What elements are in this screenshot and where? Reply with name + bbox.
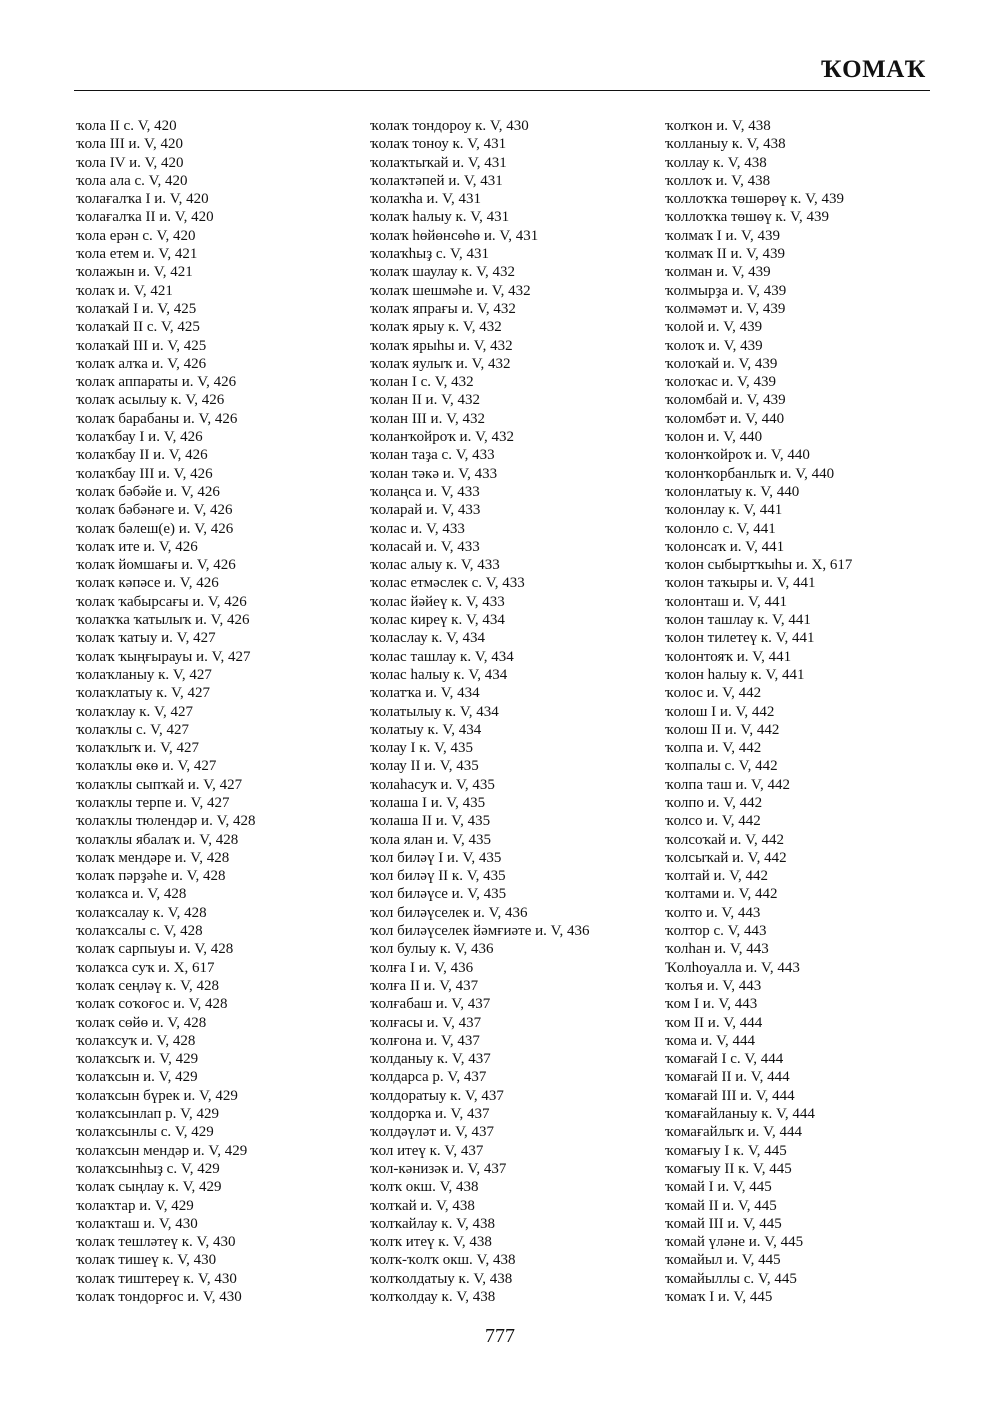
dictionary-entry: ҡолаҡ һөйөнсөһө и. V, 431 xyxy=(370,227,539,244)
dictionary-entry: ҡолмәмәт и. V, 439 xyxy=(665,300,786,317)
dictionary-entry: ҡолонҡойроҡ и. V, 440 xyxy=(665,447,810,464)
dictionary-entry: ҡолҡайлау к. V, 438 xyxy=(370,1215,495,1232)
dictionary-entry: ҡолаҡ мендәре и. V, 428 xyxy=(76,849,230,866)
dictionary-entry: ҡолан тәкә и. V, 433 xyxy=(370,465,498,482)
dictionary-entry: ҡолос и. V, 442 xyxy=(665,685,762,702)
dictionary-entry: ҡолаҡлы өкө и. V, 427 xyxy=(76,758,217,775)
dictionary-entry: ҡома и. V, 444 xyxy=(665,1032,756,1049)
dictionary-entry: ҡола IV и. V, 420 xyxy=(76,154,184,171)
dictionary-entry: ҡол биләүселек и. V, 436 xyxy=(370,904,528,921)
dictionary-entry: ҡол биләү II к. V, 435 xyxy=(370,868,506,885)
dictionary-entry: ҡолағалҡа II и. V, 420 xyxy=(76,209,214,226)
dictionary-entry: ҡолдорҡа и. V, 437 xyxy=(370,1106,490,1123)
dictionary-entry: ҡолаҡ бәлеш(е) и. V, 426 xyxy=(76,520,234,537)
dictionary-entry: ҡолатҡа и. V, 434 xyxy=(370,685,480,702)
dictionary-entry: ҡолаҡсынһыҙ с. V, 429 xyxy=(76,1160,220,1177)
column-2 xyxy=(370,117,670,1306)
dictionary-entry: ҡолаҡ сеңләү к. V, 428 xyxy=(76,977,219,994)
dictionary-entry: ҡолаҡ сарпыуы и. V, 428 xyxy=(76,941,234,958)
dictionary-entry: ҡолон таҡыры и. V, 441 xyxy=(665,575,816,592)
dictionary-entry: ҡола ерән с. V, 420 xyxy=(76,227,196,244)
dictionary-entry: ҡолҡай и. V, 438 xyxy=(370,1197,475,1214)
dictionary-entry: ҡолға II и. V, 437 xyxy=(370,977,479,994)
dictionary-entry: ҡолаҡса и. V, 428 xyxy=(76,886,187,903)
dictionary-entry: ҡомағай II и. V, 444 xyxy=(665,1069,790,1086)
dictionary-entry: ҡолаҡһыҙ с. V, 431 xyxy=(370,246,489,263)
dictionary-entry: ҡолаҡһа и. V, 431 xyxy=(370,191,481,208)
running-head: ҠОМАҠ xyxy=(820,56,926,83)
dictionary-entry: ҡолсыҡай и. V, 442 xyxy=(665,849,787,866)
dictionary-entry: ҡолаҡлы ябалаҡ и. V, 428 xyxy=(76,831,239,848)
dictionary-entry: ҡомай I и. V, 445 xyxy=(665,1179,772,1196)
dictionary-entry: ҡоломбай и. V, 439 xyxy=(665,392,786,409)
dictionary-entry: ҡоллоҡҡа төшөү к. V, 439 xyxy=(665,209,830,226)
dictionary-entry: ҡолаҡлыҡ и. V, 427 xyxy=(76,740,199,757)
dictionary-entry: ҡомайыл и. V, 445 xyxy=(665,1252,781,1269)
dictionary-entry: ҡом I и. V, 443 xyxy=(665,996,758,1013)
dictionary-entry: ҡолаҡса суҡ и. X, 617 xyxy=(76,959,215,976)
dictionary-entry: ҡолаҡ шешмәһе и. V, 432 xyxy=(370,282,531,299)
dictionary-entry: ҡолаҡлы сыпҡай и. V, 427 xyxy=(76,776,243,793)
dictionary-entry: ҡолаҡ соҡоғос и. V, 428 xyxy=(76,996,228,1013)
dictionary-entry: ҡолланыу к. V, 438 xyxy=(665,136,786,153)
dictionary-entry: ҡолонташ и. V, 441 xyxy=(665,593,788,610)
dictionary-entry: ҡолаҡлау к. V, 427 xyxy=(76,703,193,720)
dictionary-entry: ҡолаҡ тешләтеү к. V, 430 xyxy=(76,1234,236,1251)
dictionary-entry: ҡолас ташлау к. V, 434 xyxy=(370,648,514,665)
dictionary-entry: ҡолаҡ ҡатыу и. V, 427 xyxy=(76,630,216,647)
dictionary-entry: ҡоломбәт и. V, 440 xyxy=(665,410,785,427)
dictionary-entry: ҡолдоратыу к. V, 437 xyxy=(370,1087,504,1104)
dictionary-entry: ҡолаҡсыҡ и. V, 429 xyxy=(76,1051,199,1068)
dictionary-entry: ҡолаҡланыу к. V, 427 xyxy=(76,666,212,683)
dictionary-entry: ҡолаҡлатыу к. V, 427 xyxy=(76,685,210,702)
dictionary-entry: ҡолаҡ бәбәнәге и. V, 426 xyxy=(76,502,233,519)
dictionary-entry: ҡолаҡсын бүрек и. V, 429 xyxy=(76,1087,238,1104)
dictionary-entry: ҡолош II и. V, 442 xyxy=(665,721,780,738)
dictionary-entry: ҡол-кәнизәк и. V, 437 xyxy=(370,1160,507,1177)
dictionary-entry: ҡолаҡ тишеү к. V, 430 xyxy=(76,1252,217,1269)
dictionary-entry: ҡолан таҙа с. V, 433 xyxy=(370,447,495,464)
dictionary-entry: ҡолажын и. V, 421 xyxy=(76,264,193,281)
dictionary-entry: ҡолас йәйеү к. V, 433 xyxy=(370,593,505,610)
dictionary-entry: ҡолаҡ сыңлау к. V, 429 xyxy=(76,1179,222,1196)
dictionary-entry: ҡолмаҡ I и. V, 439 xyxy=(665,227,780,244)
dictionary-entry: ҡолаҡ аппараты и. V, 426 xyxy=(76,374,237,391)
dictionary-entry: ҡолас һалыу к. V, 434 xyxy=(370,666,508,683)
dictionary-entry: ҡомайыллы с. V, 445 xyxy=(665,1270,797,1287)
dictionary-entry: ҡолой и. V, 439 xyxy=(665,319,763,336)
dictionary-entry: ҡолаша II и. V, 435 xyxy=(370,813,491,830)
dictionary-entry: ҡолҡон и. V, 438 xyxy=(665,118,771,134)
dictionary-entry: ҡолтор с. V, 443 xyxy=(665,923,767,940)
dictionary-entry: ҡолош I и. V, 442 xyxy=(665,703,775,720)
dictionary-entry: ҡолонлау к. V, 441 xyxy=(665,502,783,519)
dictionary-entry: ҡолаҡ алҡа и. V, 426 xyxy=(76,355,207,372)
dictionary-entry: ҡоласай и. V, 433 xyxy=(370,538,480,555)
dictionary-entry: ҡолонсаҡ и. V, 441 xyxy=(665,538,785,555)
dictionary-entry: ҡомағай III и. V, 444 xyxy=(665,1087,795,1104)
dictionary-entry: ҡол биләү I и. V, 435 xyxy=(370,849,502,866)
dictionary-entry: ҡолаңса и. V, 433 xyxy=(370,483,480,500)
dictionary-entry: ҡолоҡай и. V, 439 xyxy=(665,355,778,372)
dictionary-entry: ҡолсоҡай и. V, 442 xyxy=(665,831,785,848)
dictionary-entry: ҡолаҡсалау к. V, 428 xyxy=(76,904,207,921)
dictionary-entry: ҡолаҡтар и. V, 429 xyxy=(76,1197,194,1214)
dictionary-entry: ҡом II и. V, 444 xyxy=(665,1014,763,1031)
dictionary-entry: ҡолаҡбау II и. V, 426 xyxy=(76,447,208,464)
dictionary-entry: ҡолаҡ кәпәсе и. V, 426 xyxy=(76,575,219,592)
dictionary-entry: ҡола ялан и. V, 435 xyxy=(370,831,492,848)
dictionary-entry: ҡолас киреү к. V, 434 xyxy=(370,612,505,629)
dictionary-entry: ҡолаҡбау I и. V, 426 xyxy=(76,429,203,446)
dictionary-entry: ҡомай III и. V, 445 xyxy=(665,1215,782,1232)
dictionary-entry: ҡолпалы с. V, 442 xyxy=(665,758,778,775)
dictionary-entry: ҡолһан и. V, 443 xyxy=(665,941,769,958)
dictionary-entry: ҡола III и. V, 420 xyxy=(76,136,183,153)
dictionary-entry: ҡолаҡлы терпе и. V, 427 xyxy=(76,794,230,811)
dictionary-entry: ҡолаҡ и. V, 421 xyxy=(76,282,173,299)
dictionary-entry: ҡолау I к. V, 435 xyxy=(370,740,473,757)
dictionary-entry: ҡолаҡ тиштереү к. V, 430 xyxy=(76,1270,237,1287)
dictionary-entry: ҡолаҡсуҡ и. V, 428 xyxy=(76,1032,196,1049)
dictionary-entry: ҡолонҡорбанлыҡ и. V, 440 xyxy=(665,465,835,482)
dictionary-entry: ҡолъя и. V, 443 xyxy=(665,977,762,994)
dictionary-entry: ҡолсо и. V, 442 xyxy=(665,813,761,830)
dictionary-entry: ҡолданыу к. V, 437 xyxy=(370,1051,491,1068)
dictionary-entry: ҡолаҡ тондорғос и. V, 430 xyxy=(76,1289,242,1305)
dictionary-entry: ҡолаҡсын мендәр и. V, 429 xyxy=(76,1142,248,1159)
dictionary-entry: ҡомағыу I к. V, 445 xyxy=(665,1142,787,1159)
dictionary-entry: ҡолаҡ тоноу к. V, 431 xyxy=(370,136,507,153)
dictionary-entry: ҡомай II и. V, 445 xyxy=(665,1197,777,1214)
dictionary-entry: ҡолон һалыу к. V, 441 xyxy=(665,666,805,683)
dictionary-entry: ҡолғабаш и. V, 437 xyxy=(370,996,491,1013)
dictionary-entry: ҡолғона и. V, 437 xyxy=(370,1032,480,1049)
dictionary-entry: ҡолаҡ сөйө и. V, 428 xyxy=(76,1014,207,1031)
dictionary-entry: ҡола II с. V, 420 xyxy=(76,118,177,134)
dictionary-entry: ҡолҡолдатыу к. V, 438 xyxy=(370,1270,513,1287)
dictionary-entry: ҡолаҡҡа ҡатылыҡ и. V, 426 xyxy=(76,612,250,629)
dictionary-entry: ҡолаҡсын и. V, 429 xyxy=(76,1069,198,1086)
dictionary-entry: ҡолаҡ асылыу к. V, 426 xyxy=(76,392,225,409)
dictionary-entry: ҡолаҡ йомшағы и. V, 426 xyxy=(76,557,236,574)
dictionary-entry: ҡолаҡ бәбәйе и. V, 426 xyxy=(76,483,220,500)
dictionary-entry: ҡолаҡ япрағы и. V, 432 xyxy=(370,300,516,317)
dictionary-entry: ҡолҡ окш. V, 438 xyxy=(370,1179,479,1196)
dictionary-entry: ҡолаҡ ите и. V, 426 xyxy=(76,538,198,555)
dictionary-entry: ҡоласлау к. V, 434 xyxy=(370,630,486,647)
dictionary-entry: ҡолпа и. V, 442 xyxy=(665,740,762,757)
dictionary-entry: ҡолан I с. V, 432 xyxy=(370,374,474,391)
dictionary-entry: ҡолпо и. V, 442 xyxy=(665,794,763,811)
dictionary-entry: ҡолҡолдау к. V, 438 xyxy=(370,1289,496,1305)
dictionary-entry: ҡоларай и. V, 433 xyxy=(370,502,481,519)
dictionary-entry: ҡомай үләне и. V, 445 xyxy=(665,1234,804,1251)
dictionary-entry: ҡолаҡташ и. V, 430 xyxy=(76,1215,198,1232)
dictionary-entry: ҡолаҡ пәрҙәһе и. V, 428 xyxy=(76,868,226,885)
dictionary-entry: ҡол биләүселек йәмғиәте и. V, 436 xyxy=(370,923,590,940)
dictionary-entry: ҡолаһасуҡ и. V, 435 xyxy=(370,776,495,793)
dictionary-entry: ҡомаҡ I и. V, 445 xyxy=(665,1289,773,1305)
page-number: 777 xyxy=(485,1325,515,1347)
dictionary-entry: ҡомағыу II к. V, 445 xyxy=(665,1160,792,1177)
dictionary-entry: ҡолмаҡ II и. V, 439 xyxy=(665,246,785,263)
dictionary-entry: ҡолҡ итеү к. V, 438 xyxy=(370,1234,492,1251)
dictionary-entry: ҡолон сыбыртҡыһы и. X, 617 xyxy=(665,557,853,574)
dictionary-entry: ҡолаҡ шаулау к. V, 432 xyxy=(370,264,515,281)
dictionary-entry: ҡолаша I и. V, 435 xyxy=(370,794,486,811)
dictionary-entry: ҡолоҡ и. V, 439 xyxy=(665,337,763,354)
dictionary-entry: ҡолас алыу к. V, 433 xyxy=(370,557,500,574)
dictionary-entry: ҡолаҡай I и. V, 425 xyxy=(76,300,197,317)
dictionary-entry: ҡоллоҡҡа төшөрөү к. V, 439 xyxy=(665,191,845,208)
dictionary-entry: ҡолаҡ һалыу к. V, 431 xyxy=(370,209,510,226)
dictionary-entry: ҡол булыу к. V, 436 xyxy=(370,941,494,958)
dictionary-entry: ҡолаҡ барабаны и. V, 426 xyxy=(76,410,238,427)
dictionary-entry: ҡолонлатыу к. V, 440 xyxy=(665,483,800,500)
dictionary-entry: ҡолман и. V, 439 xyxy=(665,264,771,281)
dictionary-entry: ҡолас етмәслек с. V, 433 xyxy=(370,575,525,592)
dictionary-entry: ҡолас и. V, 433 xyxy=(370,520,465,537)
dictionary-entry: ҡолдәүләт и. V, 437 xyxy=(370,1124,495,1141)
dictionary-entry: ҡомағайлыҡ и. V, 444 xyxy=(665,1124,803,1141)
dictionary-entry: ҡолаҡ ярыһы и. V, 432 xyxy=(370,337,513,354)
dictionary-entry: ҡол итеү к. V, 437 xyxy=(370,1142,484,1159)
dictionary-entry: ҡолонтояҡ и. V, 441 xyxy=(665,648,792,665)
dictionary-entry: ҡолдарса р. V, 437 xyxy=(370,1069,487,1086)
dictionary-entry: ҡолон и. V, 440 xyxy=(665,429,763,446)
dictionary-entry: ҡомағай I с. V, 444 xyxy=(665,1051,784,1068)
dictionary-entry: ҡолон ташлау к. V, 441 xyxy=(665,612,811,629)
dictionary-entry: ҡолаҡ ярыу к. V, 432 xyxy=(370,319,502,336)
dictionary-entry: ҡолаҡсынлап р. V, 429 xyxy=(76,1106,220,1123)
dictionary-entry: ҡолағалҡа I и. V, 420 xyxy=(76,191,209,208)
dictionary-entry: ҡолаҡсалы с. V, 428 xyxy=(76,923,203,940)
dictionary-entry: ҡолпа таш и. V, 442 xyxy=(665,776,790,793)
dictionary-entry: ҡолатылыу к. V, 434 xyxy=(370,703,499,720)
dictionary-entry: ҡола етем и. V, 421 xyxy=(76,246,198,263)
dictionary-entry: ҡолонло с. V, 441 xyxy=(665,520,776,537)
dictionary-entry: ҡолау II и. V, 435 xyxy=(370,758,479,775)
dictionary-entry: ҡолаҡтыҡай и. V, 431 xyxy=(370,154,507,171)
dictionary-entry: ҡолаҡлы тюлендәр и. V, 428 xyxy=(76,813,256,830)
dictionary-entry: Ҡолһоуалла и. V, 443 xyxy=(665,959,800,976)
dictionary-entry: ҡолаҡсынлы с. V, 429 xyxy=(76,1124,214,1141)
dictionary-entry: ҡолаҡ тондороу к. V, 430 xyxy=(370,118,529,134)
dictionary-entry: ҡолаҡлы с. V, 427 xyxy=(76,721,190,738)
dictionary-entry: ҡоллау к. V, 438 xyxy=(665,154,767,171)
dictionary-entry: ҡомағайланыу к. V, 444 xyxy=(665,1106,815,1123)
dictionary-entry: ҡолоҡас и. V, 439 xyxy=(665,374,776,391)
dictionary-entry: ҡола ала с. V, 420 xyxy=(76,172,188,189)
dictionary-entry: ҡолтами и. V, 442 xyxy=(665,886,778,903)
dictionary-entry: ҡоланҡойроҡ и. V, 432 xyxy=(370,429,514,446)
dictionary-entry: ҡолатыу к. V, 434 xyxy=(370,721,482,738)
dictionary-entry: ҡолто и. V, 443 xyxy=(665,904,761,921)
dictionary-entry: ҡолан II и. V, 432 xyxy=(370,392,480,409)
column-3 xyxy=(665,117,965,1306)
dictionary-entry: ҡолғасы и. V, 437 xyxy=(370,1014,482,1031)
column-1 xyxy=(76,117,376,1306)
dictionary-entry: ҡолан III и. V, 432 xyxy=(370,410,485,427)
dictionary-entry: ҡолаҡ ҡыңғырауы и. V, 427 xyxy=(76,648,251,665)
dictionary-entry: ҡоллоҡ и. V, 438 xyxy=(665,172,771,189)
dictionary-entry: ҡолтай и. V, 442 xyxy=(665,868,768,885)
dictionary-entry: ҡолмырҙа и. V, 439 xyxy=(665,282,787,299)
dictionary-entry: ҡолаҡбау III и. V, 426 xyxy=(76,465,213,482)
dictionary-entry: ҡолаҡай III и. V, 425 xyxy=(76,337,207,354)
dictionary-entry: ҡолаҡтәпей и. V, 431 xyxy=(370,172,503,189)
dictionary-entry: ҡолаҡ яулыҡ и. V, 432 xyxy=(370,355,511,372)
dictionary-entry: ҡолаҡ ҡабырсағы и. V, 426 xyxy=(76,593,247,610)
dictionary-entry: ҡолға I и. V, 436 xyxy=(370,959,474,976)
dictionary-entry: ҡолаҡай II с. V, 425 xyxy=(76,319,200,336)
dictionary-entry: ҡол биләүсе и. V, 435 xyxy=(370,886,507,903)
dictionary-entry: ҡолҡ-ҡолҡ окш. V, 438 xyxy=(370,1252,516,1269)
dictionary-entry: ҡолон тилетеү к. V, 441 xyxy=(665,630,815,647)
header-rule xyxy=(74,90,930,91)
